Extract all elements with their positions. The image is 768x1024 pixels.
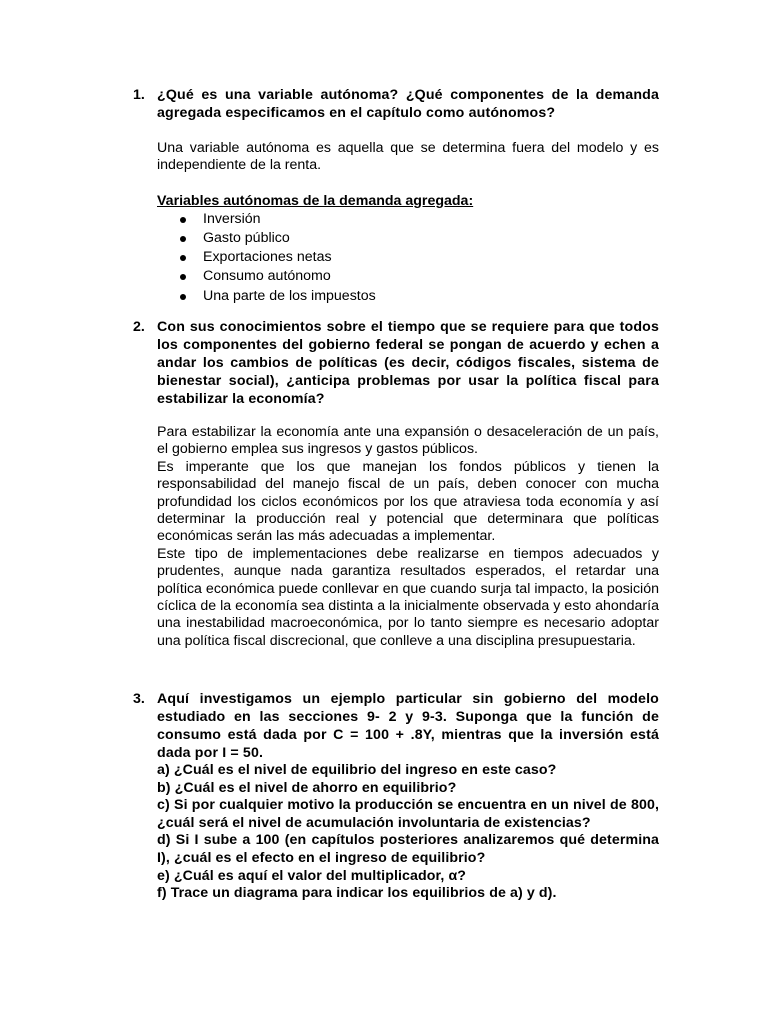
answer-paragraph: Este tipo de implementaciones debe realizarse en tiempos adecuados y prudentes, aunque nada garantiza resultados esperados, el retardar una política económica puede conllevar en que cuando surja tal impacto, la posición cíclica de la economía sea distinta a la inicialmente observada y esto ahondaría una inestabilidad macroeconómica, por lo tanto siempre es necesario adoptar una política fiscal discrecional, que conlleve a una disciplina presupuestaria. bbox=[157, 545, 659, 649]
question-prompt: Aquí investigamos un ejemplo particular sin gobierno del modelo estudiado en las secciones 9- 2 y 9-3. Suponga que la función de consumo está dada por C = 100 + .8Y, mientras que la inversión está dada por I = 50. bbox=[157, 691, 659, 761]
answer-paragraph: Es imperante que los que manejan los fondos públicos y tienen la responsabilidad del manejo fiscal de un país, deben conocer con mucha profundidad los ciclos económicos por los que atraviesa toda economía y así determinar la producción real y potencial que determinara que políticas económicas serán las más adecuadas a implementar. bbox=[157, 458, 659, 545]
question-number: 1. bbox=[133, 87, 145, 103]
answer-paragraph: Para estabilizar la economía ante una expansión o desaceleración de un país, el gobierno emplea sus ingresos y gastos públicos. bbox=[157, 424, 659, 458]
list-item: Inversión bbox=[157, 210, 659, 229]
sub-question-a: a) ¿Cuál es el nivel de equilibrio del ingreso en este caso? bbox=[157, 762, 557, 778]
bullet-icon bbox=[180, 255, 186, 261]
autonomous-variables-list bbox=[157, 210, 659, 306]
bullet-icon bbox=[180, 217, 186, 223]
question-number: 2. bbox=[133, 319, 145, 335]
answer-paragraph: Una variable autónoma es aquella que se determina fuera del modelo y es independiente de la renta. bbox=[157, 140, 659, 174]
list-title: Variables autónomas de la demanda agregada: bbox=[157, 192, 474, 209]
bullet-icon bbox=[180, 274, 186, 280]
list-item: Gasto público bbox=[157, 229, 659, 248]
bullet-icon bbox=[180, 294, 186, 300]
question-prompt: ¿Qué es una variable autónoma? ¿Qué componentes de la demanda agregada especificamos en el capítulo como autónomos? bbox=[157, 87, 659, 121]
sub-question-c: c) Si por cualquier motivo la producción se encuentra en un nivel de 800, ¿cuál será el nivel de acumulación involuntaria de existencias? bbox=[157, 797, 659, 831]
bullet-icon bbox=[180, 236, 186, 242]
list-item: Una parte de los impuestos bbox=[157, 287, 659, 306]
sub-question-b: b) ¿Cuál es el nivel de ahorro en equilibrio? bbox=[157, 779, 457, 796]
question-prompt: Con sus conocimientos sobre el tiempo que se requiere para que todos los componentes del gobierno federal se pongan de acuerdo y echen a andar los cambios de políticas (es decir, códigos fiscales, sistema de bienestar social), ¿anticipa problemas por usar la política fiscal para estabilizar la economía? bbox=[157, 319, 659, 407]
list-item: Exportaciones netas bbox=[157, 248, 659, 267]
list-item: Consumo autónomo bbox=[157, 267, 659, 286]
sub-question-e: e) ¿Cuál es aquí el valor del multiplicador, α? bbox=[157, 867, 467, 884]
question-number: 3. bbox=[133, 691, 145, 707]
sub-question-d: d) Si I sube a 100 (en capítulos posteriores analizaremos qué determina I), ¿cuál es el efecto en el ingreso de equilibrio? bbox=[157, 832, 659, 866]
sub-question-f: f) Trace un diagrama para indicar los equilibrios de a) y d). bbox=[157, 885, 557, 902]
